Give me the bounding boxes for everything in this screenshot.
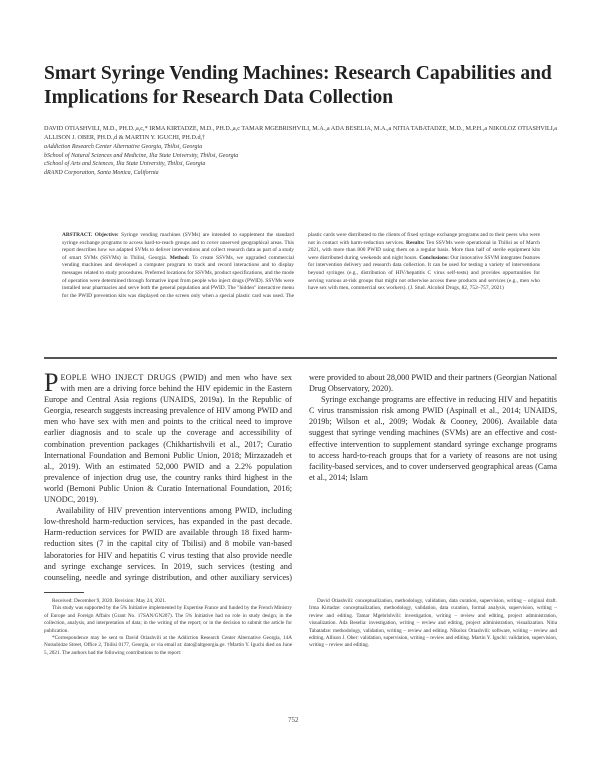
footnote-divider xyxy=(44,592,84,593)
affiliation: aAddiction Research Center Alternative Georgia, Tbilisi, Georgia xyxy=(44,144,203,150)
paragraph xyxy=(44,368,292,505)
author-list: DAVID OTIASHVILI, M.D., PH.D.,a,c,* IRMA KIRTADZE, M.D., PH.D.,a,c TAMAR MGEBRISHVILI, M.A.,a ADA BESELIA, M.A.,a NITIA TABATADZE, M.D., M.P.H.,a NIKOLOZ OTIASHVILI,a ALLISON J. OBER, PH.D.,d & MARTIN Y. IGUCHI, PH.D.d,† xyxy=(44,125,558,141)
results-label: Results: xyxy=(406,239,425,246)
abstract-divider xyxy=(44,357,557,359)
lead-caps: EOPLE WHO INJECT DRUGS xyxy=(60,373,177,382)
page-number: 752 xyxy=(288,716,299,724)
contributions-note: David Otiashvili: conceptualization, methodology, validation, data curation, supervision, writing – original draft. Irma Kirtadze: conceptualization, methodology, validation, data curation, formal analysis, supervision, writing – review and editing. Tamar Mgebrishvili: investigation, writing – review and editing, project administration, visualization. Ada Beselia: investigation, writing – review and editing, project administration, visualization. Nitia Tabatadze: methodology, validation, writing – review and editing. Nikoloz Otiashvili: software, writing – review and editing. Allison J. Ober: validation, supervision, writing – review and editing. Martin Y. Iguchi: validation, supervision, writing – review and editing. xyxy=(309,598,557,649)
paragraph: Syringe exchange programs are effective in reducing HIV and hepatitis C virus transmission risk among PWID (Aspinall et al., 2014; UNAIDS, 2019b; Wilson et al., 2009; Wodak & Cooney, 2006). Available data suggest that syringe vending machines (SVMs) are an effective and cost-effective intervention to supplement standard syringe exchange programs to access hard-to-reach groups that for a variety of reasons are not using facility-based services, and to cover underserved geographical areas (Cama et al., 2014; Islam xyxy=(309,395,557,482)
body-text xyxy=(44,368,557,587)
affiliation: bSchool of Natural Sciences and Medicine, Ilia State University, Tbilisi, Georgia xyxy=(44,152,239,159)
correspondence-note: *Correspondence may be sent to David Otiashvili at the Addiction Research Center Alternative Georgia, 14A Nutsubidze Street, Office 2, Tbilisi 0177, Georgia, or via email at: dato@altgeorgia.ge. †Martin Y. Iguchi died on June 5, 2021. The authors had the following contributions to the report: xyxy=(44,635,292,656)
conclusions-text: Our innovative SSVM integrates features for intervention delivery and research data collection. It can be used for testing a variety of interventions beyond syringes (e.g., distribution of HIV/hepatitis C virus self-tests) and provides opportunities for serving various at-risk groups that might not otherwise access these products and services (e.g., men who have sex with men, commercial sex workers). (J. Stud. Alcohol Drugs, 82, 752–757, 2021) xyxy=(308,254,540,292)
drop-cap: P xyxy=(44,368,59,397)
paragraph: Availability of HIV prevention interventions among PWID, including low-threshold harm-reduction services, has expanded in the past decade. Harm-reduction services for PWID are available through 18 fixed harm-reduction sites (7 in the capital city of Tbilisi) and 8 mobile van-based laboratories for HIV and hepatitis C virus testing that also provide needle and syringe exchange services. In 2019, such services (testing and counseling, needle and syringe distribution, and other auxiliary services) were provided to about 28,000 PWID and their partners (Georgian National Drug Observatory, 2020). xyxy=(44,373,557,582)
abstract xyxy=(62,232,540,300)
article-title: Smart Syringe Vending Machines: Research Capabilities and Implications for Research Data Collection xyxy=(44,63,552,108)
affiliations xyxy=(44,143,564,177)
funding-note: This study was supported by the 5% Initiative implemented by Expertise France and funded by the French Ministry of Europe and Foreign Affairs (Grant No. 17SAN/GN207). The 5% Initiative had no role in study design; in the collection, analysis, and interpretation of data; in the writing of the report; or in the decision to submit the article for publication. xyxy=(44,605,292,634)
affiliation: cSchool of Arts and Sciences, Ilia State University, Tbilisi, Georgia xyxy=(44,161,206,168)
received-note: Received: December 9, 2020. Revision: May 24, 2021. xyxy=(52,598,167,604)
method-label: Method: xyxy=(169,254,190,261)
footnotes xyxy=(44,598,557,657)
method-text: To create SSVMs, we upgraded commercial vending machines and developed a computer program to track and record interactions and to display messages related to study procedures. Preferred locations for SSVMs, product specifications, and the mode of operation were determined through formative input from people who inject drugs (PWID). SSVMs were installed near pharmacies and serve both the general population and PWID. The "hidden" interactive menu for the PWID prevention kits was displayed on the screen only when a special plastic card was used. The plastic cards were distributed to the clients of fixed syringe exchange programs and to their peers who were not in contact with harm-reduction services. xyxy=(62,232,540,299)
conclusions-label: Conclusions: xyxy=(419,254,449,261)
objective-label: Objective: xyxy=(94,232,119,238)
results-text: Ten SSVMs were operational in Tbilisi as of March 2021, with more than 800 PWID using them on a regular basis. More than half of sterile equipment kits were distributed during weekends and night hours. xyxy=(308,239,540,261)
affiliation: dRAND Corporation, Santa Monica, California xyxy=(44,169,159,176)
objective-text: Syringe vending machines (SVMs) are intended to supplement the standard syringe exchange programs to access hard-to-reach groups and to cover unserved geographical areas. This report describes how we adapted SVMs to deliver interventions and collect research data as part of a study of smart SVMs (SSVMs) in Tbilisi, Georgia. xyxy=(62,232,294,261)
paragraph-text: (PWID) and men who have sex with men are a driving force behind the HIV epidemic in the Eastern Europe and Central Asia regions (UNAIDS, 2019a). In the Republic of Georgia, research suggests increasing prevalence of HIV among PWID and men who have sex with men and points to the critical need to improve earlier diagnosis and to scale up the coverage and accessibility of combination prevention packages (Chikhartishvili et al., 2017; Curatio International Foundation and Bemoni Public Union, 2018; Mirzazadeh et al., 2019). With an estimated 52,000 PWID and a 2.2% population prevalence of injection drug use, the country ranks third highest in the world (Bemoni Public Union & Curatio International Foundation, 2016; UNODC, 2019). xyxy=(44,373,292,505)
abstract-label: ABSTRACT. xyxy=(62,232,93,238)
